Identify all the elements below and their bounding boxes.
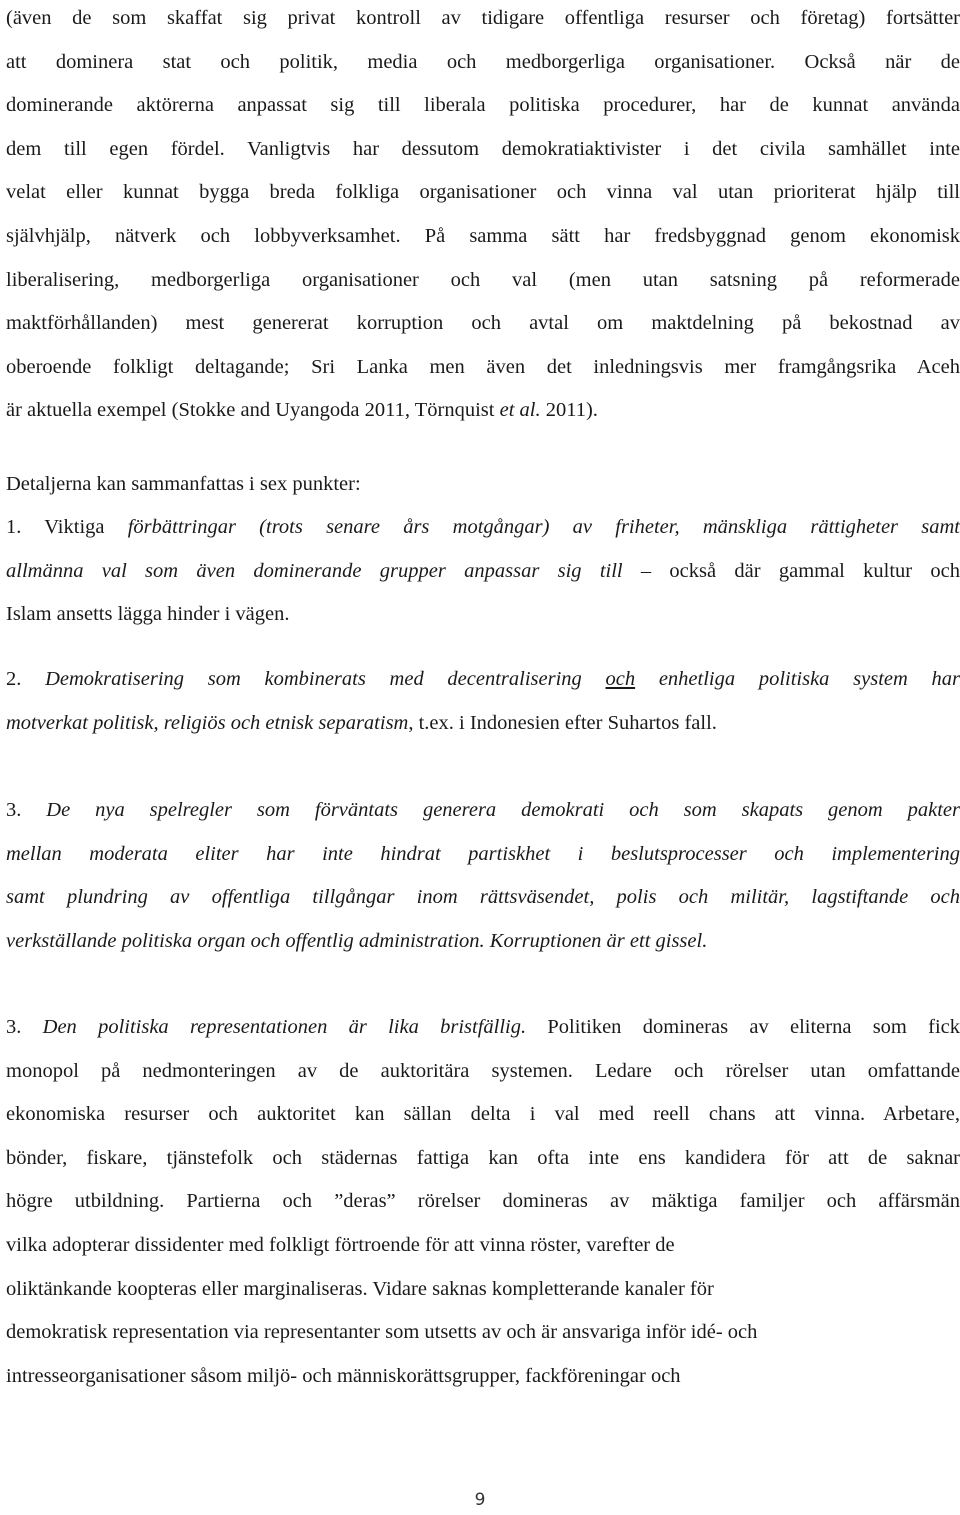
text-line: vilka adopterar dissidenter med folkligt förtroende för att vinna röster, varefter de — [6, 1233, 675, 1256]
text-line: liberalisering, medborgerliga organisationer och val (men utan satsning på reformerade — [6, 268, 960, 291]
text-line: velat eller kunnat bygga breda folkliga organisationer och vinna val utan prioriterat hjälp till — [6, 181, 960, 204]
text-line: samt plundring av offentliga tillgångar inom rättsväsendet, polis och militär, lagstiftande och — [6, 886, 960, 909]
text-line: oberoende folkligt deltagande; Sri Lanka men även det inledningsvis mer framgångsrika Aceh — [6, 355, 960, 378]
text-line: är aktuella exempel (Stokke and Uyangoda 2011, Törnquist et al. 2011). — [6, 399, 598, 422]
text-line: ekonomiska resurser och auktoritet kan sällan delta i val med reell chans att vinna. Arbetare, — [6, 1103, 960, 1126]
text-line: maktförhållanden) mest genererat korruption och avtal om maktdelning på bekostnad av — [6, 312, 960, 335]
point-2 — [6, 658, 960, 745]
text-line: dominerande aktörerna anpassat sig till liberala politiska procedurer, har de kunnat använda — [6, 94, 960, 117]
text-line: verkställande politiska organ och offentlig administration. Korruptionen är ett gissel. — [6, 929, 708, 952]
point-4 — [6, 1006, 960, 1398]
text-line: intresseorganisationer såsom miljö- och människorättsgrupper, fackföreningar och — [6, 1364, 681, 1387]
text-line: oliktänkande koopteras eller marginaliseras. Vidare saknas kompletterande kanaler för — [6, 1277, 714, 1300]
text-line: bönder, fiskare, tjänstefolk och städernas fattiga kan ofta inte ens kandidera för att de saknar — [6, 1146, 960, 1169]
text-line: (även de som skaffat sig privat kontroll av tidigare offentliga resurser och företag) fortsätter — [6, 7, 960, 29]
text-line: Islam ansetts lägga hinder i vägen. — [6, 603, 290, 626]
point-3 — [6, 789, 960, 963]
text-line: självhjälp, nätverk och lobbyverksamhet. På samma sätt har fredsbyggnad genom ekonomisk — [6, 224, 960, 247]
paragraph-intro — [6, 0, 960, 433]
summary-heading: Detaljerna kan sammanfattas i sex punkter: — [6, 473, 361, 495]
text-line: mellan moderata eliter har inte hindrat partiskhet i beslutsprocesser och implementering — [6, 842, 960, 865]
text-line: demokratisk representation via representanter som utsetts av och är ansvariga inför idé- och — [6, 1321, 758, 1344]
text-line: högre utbildning. Partierna och ”deras” rörelser domineras av mäktiga familjer och affärsmän — [6, 1190, 960, 1213]
text-line: att dominera stat och politik, media och medborgerliga organisationer. Också när de — [6, 50, 960, 73]
text-line: motverkat politisk, religiös och etnisk separatism, t.ex. i Indonesien efter Suhartos fall. — [6, 711, 717, 734]
text-line: monopol på nedmonteringen av de auktoritära systemen. Ledare och rörelser utan omfattande — [6, 1059, 960, 1082]
text-line: 2. Demokratisering som kombinerats med decentralisering och enhetliga politiska system har — [6, 668, 960, 690]
text-line: 1. Viktiga förbättringar (trots senare års motgångar) av friheter, mänskliga rättigheter samt — [6, 516, 960, 538]
text-line: dem till egen fördel. Vanligtvis har dessutom demokratiaktivister i det civila samhället inte — [6, 137, 960, 160]
text-line: 3. Den politiska representationen är lika bristfällig. Politiken domineras av eliterna som fick — [6, 1016, 960, 1038]
text-line: allmänna val som även dominerande grupper anpassar sig till – också där gammal kultur och — [6, 559, 960, 582]
point-1 — [6, 506, 960, 637]
text-line: 3. De nya spelregler som förväntats generera demokrati och som skapats genom pakter — [6, 799, 960, 821]
citation-etal: et al. — [499, 399, 541, 422]
page-number: 9 — [474, 1490, 486, 1510]
